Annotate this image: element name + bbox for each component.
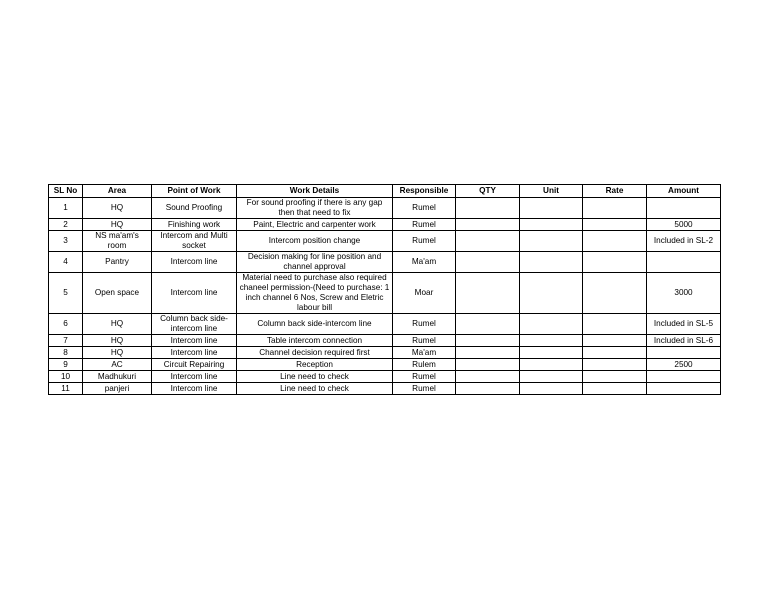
cell-point-of-work: Intercom line <box>152 383 237 395</box>
cell-responsible: Rumel <box>393 335 456 347</box>
cell-responsible: Ma'am <box>393 252 456 273</box>
cell-rate <box>583 359 647 371</box>
cell-sl-no: 4 <box>49 252 83 273</box>
table-header-row <box>49 185 721 198</box>
cell-responsible: Rumel <box>393 383 456 395</box>
cell-point-of-work: Intercom line <box>152 273 237 314</box>
cell-qty <box>456 383 520 395</box>
header-sl-no: SL No <box>49 185 83 198</box>
cell-unit <box>520 359 583 371</box>
cell-point-of-work: Sound Proofing <box>152 198 237 219</box>
cell-sl-no: 5 <box>49 273 83 314</box>
cell-amount: 2500 <box>647 359 721 371</box>
cell-area: HQ <box>83 219 152 231</box>
cell-area: NS ma'am's room <box>83 231 152 252</box>
table-row <box>49 335 721 347</box>
cell-work-details: Reception <box>237 359 393 371</box>
cell-amount: Included in SL-5 <box>647 314 721 335</box>
header-qty: QTY <box>456 185 520 198</box>
cell-amount <box>647 252 721 273</box>
cell-responsible: Moar <box>393 273 456 314</box>
table-body <box>49 198 721 395</box>
cell-point-of-work: Intercom line <box>152 335 237 347</box>
cell-sl-no: 7 <box>49 335 83 347</box>
cell-work-details: Column back side-intercom line <box>237 314 393 335</box>
cell-rate <box>583 335 647 347</box>
cell-point-of-work: Finishing work <box>152 219 237 231</box>
cell-unit <box>520 314 583 335</box>
cell-work-details: Line need to check <box>237 383 393 395</box>
cell-sl-no: 10 <box>49 371 83 383</box>
cell-area: HQ <box>83 335 152 347</box>
cell-responsible: Rumel <box>393 231 456 252</box>
cell-area: Open space <box>83 273 152 314</box>
cell-work-details: Table intercom connection <box>237 335 393 347</box>
table-row <box>49 273 721 314</box>
cell-qty <box>456 347 520 359</box>
cell-responsible: Rumel <box>393 198 456 219</box>
cell-rate <box>583 198 647 219</box>
cell-unit <box>520 198 583 219</box>
table-row <box>49 314 721 335</box>
cell-point-of-work: Intercom and Multi socket <box>152 231 237 252</box>
cell-amount <box>647 198 721 219</box>
cell-work-details: Line need to check <box>237 371 393 383</box>
cell-area: HQ <box>83 314 152 335</box>
cell-work-details: Intercom position change <box>237 231 393 252</box>
cell-amount <box>647 383 721 395</box>
cell-work-details: Decision making for line position and channel approval <box>237 252 393 273</box>
cell-responsible: Rumel <box>393 371 456 383</box>
cell-qty <box>456 219 520 231</box>
cell-rate <box>583 347 647 359</box>
table-row <box>49 252 721 273</box>
cell-qty <box>456 273 520 314</box>
table-row <box>49 347 721 359</box>
cell-qty <box>456 252 520 273</box>
cell-amount: 5000 <box>647 219 721 231</box>
table-row <box>49 231 721 252</box>
cell-sl-no: 1 <box>49 198 83 219</box>
cell-qty <box>456 359 520 371</box>
cell-rate <box>583 231 647 252</box>
cell-area: HQ <box>83 347 152 359</box>
header-responsible: Responsible <box>393 185 456 198</box>
cell-unit <box>520 219 583 231</box>
cell-responsible: Rumel <box>393 314 456 335</box>
cell-rate <box>583 371 647 383</box>
cell-rate <box>583 273 647 314</box>
header-point-of-work: Point of Work <box>152 185 237 198</box>
cell-unit <box>520 273 583 314</box>
cell-sl-no: 6 <box>49 314 83 335</box>
cell-work-details: Channel decision required first <box>237 347 393 359</box>
cell-rate <box>583 252 647 273</box>
header-unit: Unit <box>520 185 583 198</box>
cell-point-of-work: Intercom line <box>152 347 237 359</box>
header-area: Area <box>83 185 152 198</box>
cell-point-of-work: Column back side-intercom line <box>152 314 237 335</box>
cell-rate <box>583 219 647 231</box>
header-amount: Amount <box>647 185 721 198</box>
cell-amount: 3000 <box>647 273 721 314</box>
cell-area: HQ <box>83 198 152 219</box>
table-row <box>49 359 721 371</box>
cell-amount: Included in SL-2 <box>647 231 721 252</box>
cell-sl-no: 8 <box>49 347 83 359</box>
cell-point-of-work: Circuit Repairing <box>152 359 237 371</box>
cell-unit <box>520 347 583 359</box>
cell-responsible: Rulem <box>393 359 456 371</box>
cell-unit <box>520 252 583 273</box>
cell-amount <box>647 371 721 383</box>
table-row <box>49 198 721 219</box>
cell-area: Madhukuri <box>83 371 152 383</box>
cell-unit <box>520 383 583 395</box>
cell-area: Pantry <box>83 252 152 273</box>
cell-sl-no: 2 <box>49 219 83 231</box>
cell-work-details: Paint, Electric and carpenter work <box>237 219 393 231</box>
cell-work-details: Material need to purchase also required chaneel permission-(Need to purchase: 1 inch channel 6 Nos, Screw and Eletric labour bill <box>237 273 393 314</box>
cell-point-of-work: Intercom line <box>152 252 237 273</box>
cell-responsible: Ma'am <box>393 347 456 359</box>
cell-qty <box>456 314 520 335</box>
table-row <box>49 371 721 383</box>
cell-sl-no: 11 <box>49 383 83 395</box>
cell-unit <box>520 371 583 383</box>
header-work-details: Work Details <box>237 185 393 198</box>
cell-responsible: Rumel <box>393 219 456 231</box>
work-schedule-table <box>48 184 721 395</box>
header-rate: Rate <box>583 185 647 198</box>
cell-unit <box>520 335 583 347</box>
cell-amount: Included in SL-6 <box>647 335 721 347</box>
cell-sl-no: 3 <box>49 231 83 252</box>
cell-area: panjeri <box>83 383 152 395</box>
table-row <box>49 383 721 395</box>
cell-sl-no: 9 <box>49 359 83 371</box>
cell-amount <box>647 347 721 359</box>
cell-qty <box>456 335 520 347</box>
cell-rate <box>583 314 647 335</box>
cell-unit <box>520 231 583 252</box>
cell-area: AC <box>83 359 152 371</box>
cell-work-details: For sound proofing if there is any gap then that need to fix <box>237 198 393 219</box>
cell-qty <box>456 371 520 383</box>
table-row <box>49 219 721 231</box>
cell-qty <box>456 198 520 219</box>
cell-qty <box>456 231 520 252</box>
cell-point-of-work: Intercom line <box>152 371 237 383</box>
cell-rate <box>583 383 647 395</box>
